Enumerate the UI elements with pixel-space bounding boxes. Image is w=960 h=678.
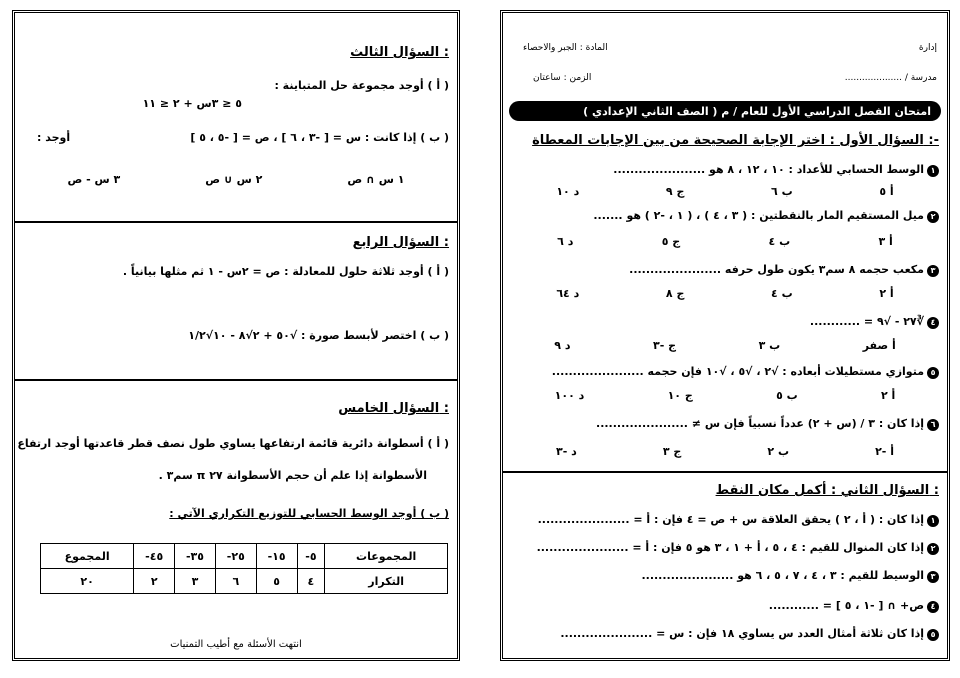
table-cell: ٥- — [297, 544, 325, 569]
q5-part-a-line1: ( أ ) أسطوانة دائرية قائمة ارتفاعها يساوي طول نصف قطر قاعدتها أوجد ارتفاع — [17, 437, 449, 450]
number-badge: ٣ — [927, 571, 939, 583]
q2-title: السؤال الثاني : أكمل مكان النقط : — [715, 483, 939, 498]
table-cell: ٢ — [134, 569, 175, 594]
q3-inequality: ٥ ≤ ٣س + ٢ ≤ ١١ — [142, 97, 242, 110]
option[interactable]: ب ٤ — [771, 287, 793, 300]
q1-item-5-options — [513, 389, 937, 402]
q2-item-5: ٥إذا كان ثلاثة أمثال العدد س يساوي ١٨ فإن : س = ...................... — [560, 627, 939, 641]
table-cell: ٦ — [215, 569, 256, 594]
option[interactable]: ب ٣ — [758, 339, 781, 352]
option[interactable]: ج ٩ — [665, 185, 685, 198]
q1-title: السؤال الأول : اختر الإجابة الصحيحة من بين الإجابات المعطاة :- — [532, 133, 939, 148]
number-badge: ٣ — [927, 265, 939, 277]
table-cell: ٢٥- — [215, 544, 256, 569]
q5-part-b: ( ب ) أوجد الوسط الحسابي للتوزيع التكراري الآتي : — [169, 507, 449, 520]
q5-part-a-line2: الأسطوانة إذا علم أن حجم الأسطوانة ٢٧ π سم٣ . — [158, 469, 427, 482]
number-badge: ٤ — [927, 317, 939, 329]
q4-title: السؤال الرابع : — [352, 235, 449, 250]
q1-item-6-options — [513, 445, 937, 458]
q3-part: ٣ س - ص — [67, 173, 121, 186]
number-badge: ١ — [927, 515, 939, 527]
q3-part: ٢ س ∪ ص — [205, 173, 263, 186]
option[interactable]: د ١٠ — [556, 185, 580, 198]
section-divider — [15, 221, 457, 223]
section-divider — [503, 471, 947, 473]
time-label: الزمن : ساعتان — [533, 73, 592, 83]
option[interactable]: ب ٦ — [771, 185, 793, 198]
subject-label: المادة : الجبر والاحصاء — [523, 43, 608, 53]
option[interactable]: ب ٤ — [768, 235, 791, 248]
option[interactable]: د ١٠٠ — [554, 389, 585, 402]
q1-item-1: ١الوسط الحسابي للأعداد : ١٠ ، ١٢ ، ٨ هو ...................... — [613, 163, 939, 177]
option[interactable]: ج ٥ — [661, 235, 681, 248]
q3-part: ١ س ∩ ص — [347, 173, 405, 186]
option[interactable]: ج ٣ — [662, 445, 682, 458]
q4-part-a: ( أ ) أوجد ثلاثة حلول للمعادلة : ص = ٢س - ١ ثم مثلها بيانياً . — [122, 265, 449, 278]
q1-item-3: ٣مكعب حجمه ٨ سم٣ يكون طول حرفه ...................... — [629, 263, 939, 277]
q1-item-2: ٢ميل المستقيم المار بالنقطتين : ( ٣ ، ٤ ) ، ( ١ ، -٢ ) هو ....... — [593, 209, 939, 223]
q2-item-4: ٤ص+ ∩ [ -١ ، ٥ ] = ............ — [769, 599, 939, 613]
option[interactable]: أ ٢ — [879, 287, 894, 300]
option[interactable]: د -٣ — [556, 445, 577, 458]
frequency-table — [40, 543, 448, 594]
table-cell: ٣ — [175, 569, 216, 594]
q3-title: السؤال الثالث : — [350, 45, 449, 60]
q1-item-3-options — [513, 287, 937, 300]
table-cell: التكرار — [325, 569, 448, 594]
number-badge: ١ — [927, 165, 939, 177]
q5-title: السؤال الخامس : — [338, 401, 449, 416]
table-cell: المجموع — [41, 544, 134, 569]
q1-item-4-options — [513, 339, 937, 352]
exam-page-right — [500, 10, 950, 661]
number-badge: ٤ — [927, 601, 939, 613]
table-cell: ١٥- — [256, 544, 297, 569]
option[interactable]: ب ٥ — [776, 389, 798, 402]
q2-item-2: ٢إذا كان المنوال للقيم : ٤ ، ٥ ، أ + ١ ، ٣ هو ٥ فإن : أ = ...................... — [537, 541, 939, 555]
number-badge: ٥ — [927, 629, 939, 641]
option[interactable]: د ٩ — [554, 339, 571, 352]
option[interactable]: د ٦٤ — [556, 287, 580, 300]
number-badge: ٥ — [927, 367, 939, 379]
table-row — [41, 569, 448, 594]
exam-footer: انتهت الأسئلة مع أطيب التمنيات — [170, 639, 302, 650]
table-cell: ٢٠ — [41, 569, 134, 594]
q1-item-4: ٤∛٢٧ - √٩ = ............ — [810, 315, 939, 329]
school-label: مدرسة / .................... — [844, 73, 937, 83]
q1-item-6: ٦إذا كان : ٣ / (س + ٢) عدداً نسبياً فإن س ≠ ...................... — [596, 417, 939, 431]
q4-part-b: ( ب ) اختصر لأبسط صورة : √٥٠ + ٢√٨ - ١٠√١/٢ — [188, 329, 449, 342]
q1-item-1-options — [513, 185, 937, 198]
q3-parts — [25, 173, 447, 186]
option[interactable]: د ٦ — [557, 235, 574, 248]
number-badge: ٦ — [927, 419, 939, 431]
exam-page-left — [12, 10, 460, 661]
option[interactable]: أ صفر — [862, 339, 896, 352]
admin-label: إدارة — [918, 43, 937, 53]
table-row — [41, 544, 448, 569]
q1-item-2-options — [513, 235, 937, 248]
table-cell: ٣٥- — [175, 544, 216, 569]
option[interactable]: ج ٨ — [665, 287, 685, 300]
q3-part-b-label: ( ب ) إذا كانت : س = [ -٣ ، ٦ ] ، ص = [ -٥ ، ٥ ] — [190, 131, 449, 144]
number-badge: ٢ — [927, 211, 939, 223]
option[interactable]: ب ٢ — [767, 445, 790, 458]
section-divider — [15, 379, 457, 381]
option[interactable]: أ ٢ — [880, 389, 896, 402]
q1-item-5: ٥متوازي مستطيلات أبعاده : √٢ ، √٥ ، √١٠ فإن حجمه ...................... — [552, 365, 939, 379]
option[interactable]: أ -٢ — [875, 445, 894, 458]
table-cell: ٥ — [256, 569, 297, 594]
option[interactable]: ج ١٠ — [667, 389, 693, 402]
table-cell: المجموعات — [325, 544, 448, 569]
option[interactable]: أ ٥ — [879, 185, 894, 198]
q3-find-label: أوجد : — [37, 131, 71, 144]
number-badge: ٢ — [927, 543, 939, 555]
exam-banner: امتحان الفصل الدراسي الأول للعام / م ( الصف الثاني الإعدادي ) — [509, 101, 941, 121]
option[interactable]: ج -٣ — [653, 339, 677, 352]
q2-item-3: ٣الوسيط للقيم : ٣ ، ٤ ، ٧ ، ٥ ، ٦ هو ...................... — [641, 569, 939, 583]
q3-part-a-label: ( أ ) أوجد مجموعة حل المتباينة : — [274, 79, 449, 92]
q2-item-1: ١إذا كان : ( أ ، ٢ ) يحقق العلاقة س + ص = ٤ فإن : أ = ...................... — [538, 513, 939, 527]
option[interactable]: أ ٣ — [878, 235, 893, 248]
table-cell: ٤٥- — [134, 544, 175, 569]
table-cell: ٤ — [297, 569, 325, 594]
